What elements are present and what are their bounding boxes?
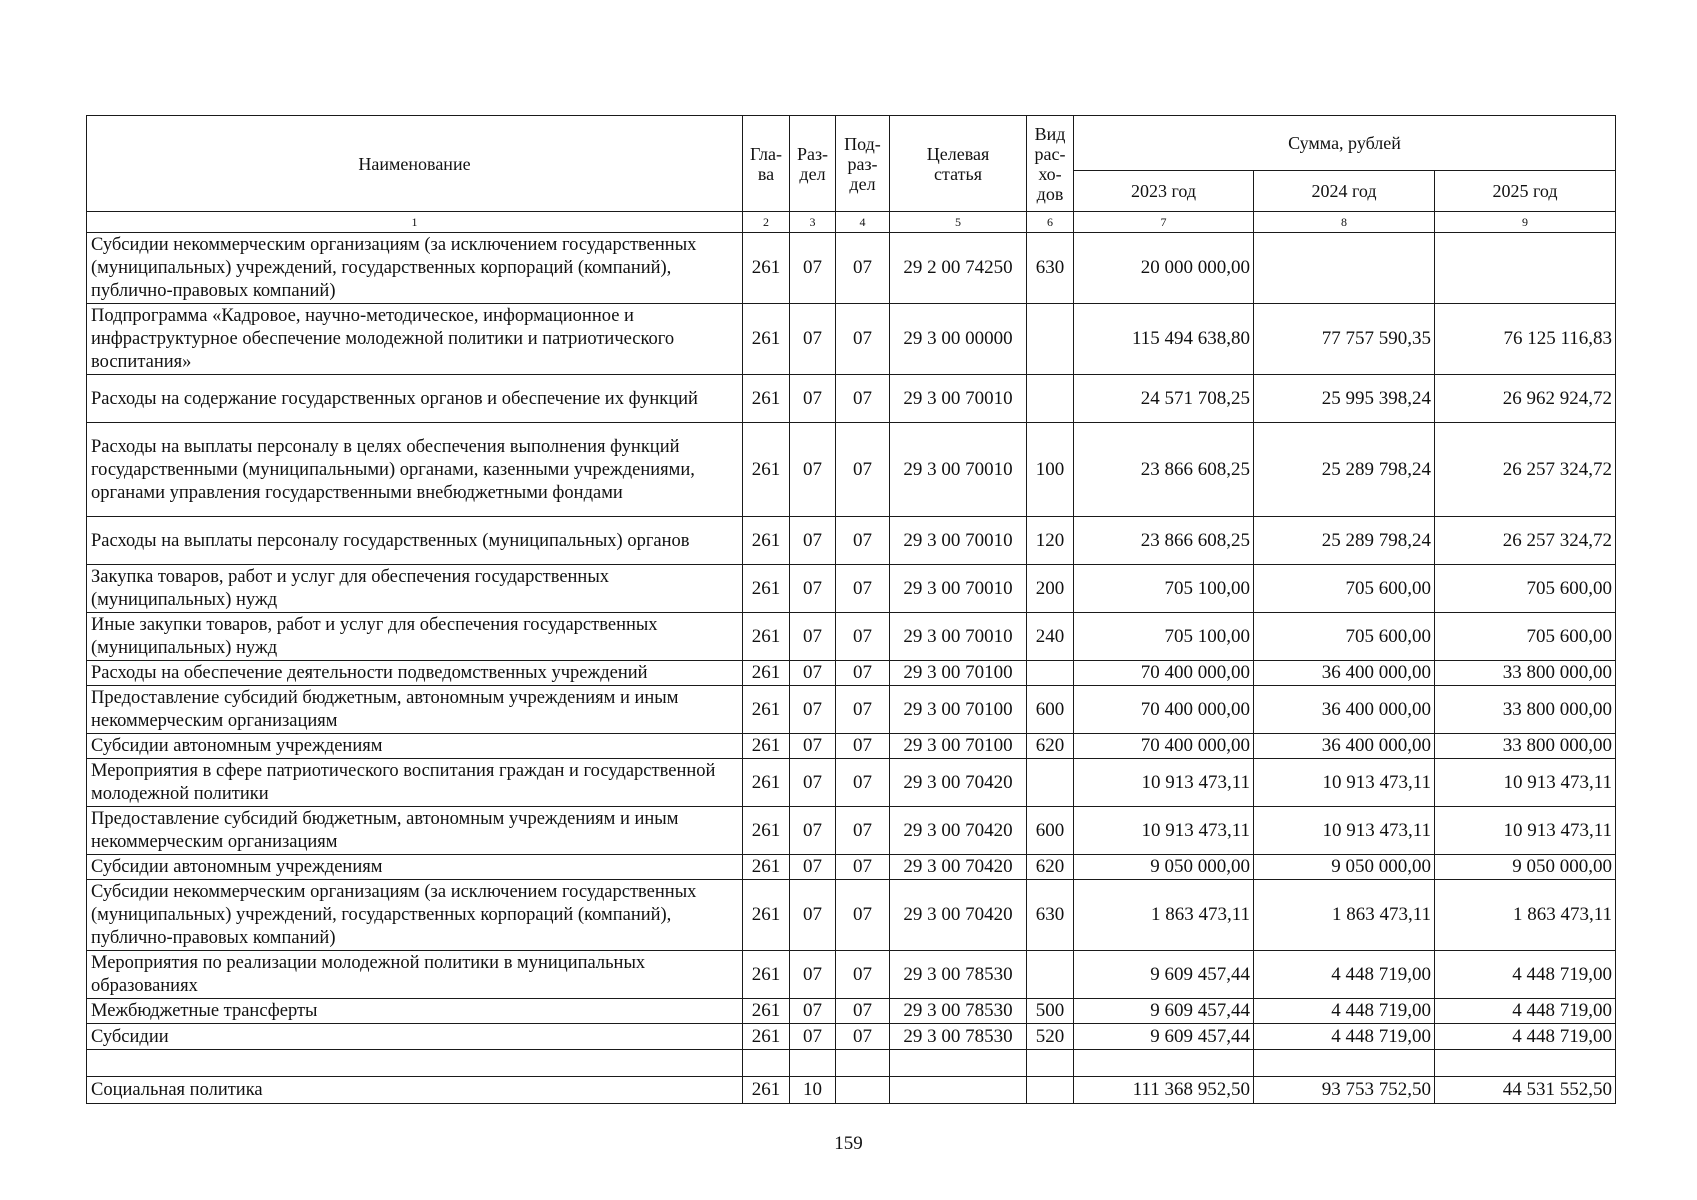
row-amount-2025: 44 531 552,50: [1435, 1077, 1616, 1104]
row-subsection: 07: [836, 999, 890, 1024]
row-amount-2023: 9 609 457,44: [1074, 1024, 1254, 1050]
row-amount-2025: 4 448 719,00: [1435, 999, 1616, 1024]
column-number: 5: [890, 212, 1027, 233]
row-subsection: 07: [836, 423, 890, 517]
row-section: 07: [790, 517, 836, 565]
row-amount-2023: 70 400 000,00: [1074, 734, 1254, 759]
header-subsection: Под- раз- дел: [836, 116, 890, 212]
row-amount-2023: 70 400 000,00: [1074, 686, 1254, 734]
row-amount-2023: 24 571 708,25: [1074, 375, 1254, 423]
row-target-item: 29 3 00 70010: [890, 423, 1027, 517]
row-name: Подпрограмма «Кадровое, научно-методическое, информационное и инфраструктурное обеспечение молодежной политики и патриотического воспитания»: [87, 304, 743, 375]
row-expense-type: 600: [1027, 686, 1074, 734]
row-section: 07: [790, 807, 836, 855]
row-name: Расходы на выплаты персоналу в целях обеспечения выполнения функций государственными (муниципальными) органами, казенными учреждениями, органами управления государственными внебюджетными фондами: [87, 423, 743, 517]
row-amount-2023: 9 050 000,00: [1074, 855, 1254, 880]
row-target-item: 29 3 00 70010: [890, 375, 1027, 423]
row-expense-type: 630: [1027, 880, 1074, 951]
row-amount-2024: 25 289 798,24: [1254, 423, 1435, 517]
row-subsection: 07: [836, 951, 890, 999]
row-amount-2025: 26 257 324,72: [1435, 423, 1616, 517]
header-target-item: Целевая статья: [890, 116, 1027, 212]
row-name: Субсидии: [87, 1024, 743, 1050]
row-target-item: 29 3 00 70100: [890, 661, 1027, 686]
row-section: 07: [790, 855, 836, 880]
row-target-item: 29 3 00 70420: [890, 759, 1027, 807]
row-chapter: 261: [743, 661, 790, 686]
row-section: [790, 1050, 836, 1077]
row-chapter: [743, 1050, 790, 1077]
row-subsection: 07: [836, 517, 890, 565]
row-amount-2024: 4 448 719,00: [1254, 951, 1435, 999]
row-target-item: 29 3 00 70420: [890, 855, 1027, 880]
table-row: [87, 375, 1616, 423]
row-subsection: [836, 1077, 890, 1104]
table-row: [87, 613, 1616, 661]
header-name: Наименование: [87, 116, 743, 212]
row-name: Субсидии некоммерческим организациям (за исключением государственных (муниципальных) учреждений, государственных корпораций (компаний), публично-правовых компаний): [87, 880, 743, 951]
row-target-item: 29 3 00 70100: [890, 734, 1027, 759]
row-target-item: 29 3 00 00000: [890, 304, 1027, 375]
row-subsection: 07: [836, 233, 890, 304]
row-amount-2023: 10 913 473,11: [1074, 759, 1254, 807]
row-target-item: 29 3 00 70420: [890, 807, 1027, 855]
header-chapter: Гла- ва: [743, 116, 790, 212]
row-chapter: 261: [743, 565, 790, 613]
row-amount-2025: 76 125 116,83: [1435, 304, 1616, 375]
row-subsection: [836, 1050, 890, 1077]
row-expense-type: [1027, 375, 1074, 423]
row-section: 07: [790, 880, 836, 951]
table-row: [87, 517, 1616, 565]
row-name: Мероприятия в сфере патриотического воспитания граждан и государственной молодежной политики: [87, 759, 743, 807]
row-chapter: 261: [743, 233, 790, 304]
header-section: Раз- дел: [790, 116, 836, 212]
row-name: Расходы на обеспечение деятельности подведомственных учреждений: [87, 661, 743, 686]
row-amount-2024: 25 289 798,24: [1254, 517, 1435, 565]
row-expense-type: [1027, 304, 1074, 375]
row-amount-2025: 10 913 473,11: [1435, 759, 1616, 807]
row-name: Расходы на выплаты персоналу государственных (муниципальных) органов: [87, 517, 743, 565]
row-subsection: 07: [836, 759, 890, 807]
row-section: 07: [790, 423, 836, 517]
row-chapter: 261: [743, 880, 790, 951]
row-section: 07: [790, 375, 836, 423]
row-target-item: 29 3 00 78530: [890, 1024, 1027, 1050]
row-subsection: 07: [836, 375, 890, 423]
table-row: [87, 1050, 1616, 1077]
row-expense-type: [1027, 661, 1074, 686]
row-section: 07: [790, 661, 836, 686]
page-number: 159: [834, 1133, 863, 1154]
row-amount-2025: 33 800 000,00: [1435, 734, 1616, 759]
row-expense-type: [1027, 951, 1074, 999]
row-amount-2024: 705 600,00: [1254, 565, 1435, 613]
row-amount-2025: 705 600,00: [1435, 565, 1616, 613]
row-section: 07: [790, 999, 836, 1024]
row-name: Субсидии автономным учреждениям: [87, 734, 743, 759]
row-chapter: 261: [743, 423, 790, 517]
row-amount-2025: 33 800 000,00: [1435, 661, 1616, 686]
row-chapter: 261: [743, 686, 790, 734]
row-amount-2023: 10 913 473,11: [1074, 807, 1254, 855]
row-amount-2024: 25 995 398,24: [1254, 375, 1435, 423]
row-amount-2023: 9 609 457,44: [1074, 999, 1254, 1024]
row-subsection: 07: [836, 1024, 890, 1050]
row-name: Расходы на содержание государственных органов и обеспечение их функций: [87, 375, 743, 423]
table-row: [87, 686, 1616, 734]
row-section: 07: [790, 759, 836, 807]
row-expense-type: 520: [1027, 1024, 1074, 1050]
row-amount-2024: [1254, 1050, 1435, 1077]
row-amount-2023: 23 866 608,25: [1074, 423, 1254, 517]
row-amount-2024: 36 400 000,00: [1254, 661, 1435, 686]
row-amount-2023: 20 000 000,00: [1074, 233, 1254, 304]
row-amount-2025: 10 913 473,11: [1435, 807, 1616, 855]
row-chapter: 261: [743, 759, 790, 807]
row-expense-type: 620: [1027, 734, 1074, 759]
column-number: 1: [87, 212, 743, 233]
table-row: [87, 734, 1616, 759]
row-amount-2025: 9 050 000,00: [1435, 855, 1616, 880]
row-name: Субсидии автономным учреждениям: [87, 855, 743, 880]
header-sum: Сумма, рублей: [1074, 116, 1616, 171]
row-section: 10: [790, 1077, 836, 1104]
row-section: 07: [790, 1024, 836, 1050]
row-amount-2023: 23 866 608,25: [1074, 517, 1254, 565]
row-chapter: 261: [743, 807, 790, 855]
row-name: [87, 1050, 743, 1077]
row-target-item: [890, 1050, 1027, 1077]
row-expense-type: [1027, 1050, 1074, 1077]
column-number: 8: [1254, 212, 1435, 233]
budget-table: [86, 115, 1616, 1104]
table-row: [87, 565, 1616, 613]
row-amount-2023: 115 494 638,80: [1074, 304, 1254, 375]
row-amount-2025: 1 863 473,11: [1435, 880, 1616, 951]
header-year-2023: 2023 год: [1074, 171, 1254, 212]
row-section: 07: [790, 233, 836, 304]
column-number: 7: [1074, 212, 1254, 233]
table-row: [87, 1024, 1616, 1050]
row-amount-2024: 10 913 473,11: [1254, 807, 1435, 855]
row-amount-2024: 10 913 473,11: [1254, 759, 1435, 807]
table-row: [87, 1077, 1616, 1104]
row-amount-2024: [1254, 233, 1435, 304]
row-subsection: 07: [836, 304, 890, 375]
table-row: [87, 233, 1616, 304]
row-expense-type: 500: [1027, 999, 1074, 1024]
row-chapter: 261: [743, 375, 790, 423]
row-amount-2024: 36 400 000,00: [1254, 686, 1435, 734]
row-amount-2025: 4 448 719,00: [1435, 951, 1616, 999]
row-subsection: 07: [836, 661, 890, 686]
table-row: [87, 304, 1616, 375]
row-amount-2024: 4 448 719,00: [1254, 999, 1435, 1024]
row-target-item: 29 3 00 78530: [890, 951, 1027, 999]
row-chapter: 261: [743, 304, 790, 375]
row-target-item: 29 2 00 74250: [890, 233, 1027, 304]
row-amount-2025: 705 600,00: [1435, 613, 1616, 661]
row-amount-2024: 705 600,00: [1254, 613, 1435, 661]
table-row: [87, 951, 1616, 999]
row-name: Межбюджетные трансферты: [87, 999, 743, 1024]
table-row: [87, 423, 1616, 517]
column-number: 4: [836, 212, 890, 233]
row-section: 07: [790, 565, 836, 613]
row-amount-2023: 111 368 952,50: [1074, 1077, 1254, 1104]
row-expense-type: 200: [1027, 565, 1074, 613]
row-section: 07: [790, 613, 836, 661]
row-chapter: 261: [743, 999, 790, 1024]
row-amount-2024: 77 757 590,35: [1254, 304, 1435, 375]
row-subsection: 07: [836, 734, 890, 759]
row-target-item: 29 3 00 70100: [890, 686, 1027, 734]
row-name: Предоставление субсидий бюджетным, автономным учреждениям и иным некоммерческим организациям: [87, 686, 743, 734]
row-expense-type: [1027, 759, 1074, 807]
header-year-2024: 2024 год: [1254, 171, 1435, 212]
column-number-row: [87, 212, 1616, 233]
row-name: Социальная политика: [87, 1077, 743, 1104]
row-expense-type: 120: [1027, 517, 1074, 565]
row-subsection: 07: [836, 880, 890, 951]
row-amount-2025: 4 448 719,00: [1435, 1024, 1616, 1050]
row-target-item: 29 3 00 70010: [890, 565, 1027, 613]
row-section: 07: [790, 686, 836, 734]
row-expense-type: 630: [1027, 233, 1074, 304]
row-amount-2025: 26 962 924,72: [1435, 375, 1616, 423]
row-name: Закупка товаров, работ и услуг для обеспечения государственных (муниципальных) нужд: [87, 565, 743, 613]
row-chapter: 261: [743, 951, 790, 999]
row-amount-2023: [1074, 1050, 1254, 1077]
row-target-item: [890, 1077, 1027, 1104]
table-row: [87, 855, 1616, 880]
row-amount-2023: 1 863 473,11: [1074, 880, 1254, 951]
row-subsection: 07: [836, 686, 890, 734]
row-section: 07: [790, 951, 836, 999]
row-amount-2024: 9 050 000,00: [1254, 855, 1435, 880]
header-year-2025: 2025 год: [1435, 171, 1616, 212]
row-amount-2025: [1435, 1050, 1616, 1077]
row-chapter: 261: [743, 1024, 790, 1050]
column-number: 9: [1435, 212, 1616, 233]
row-subsection: 07: [836, 807, 890, 855]
row-expense-type: [1027, 1077, 1074, 1104]
row-amount-2023: 70 400 000,00: [1074, 661, 1254, 686]
row-chapter: 261: [743, 517, 790, 565]
row-chapter: 261: [743, 734, 790, 759]
row-name: Субсидии некоммерческим организациям (за исключением государственных (муниципальных) учреждений, государственных корпораций (компаний), публично-правовых компаний): [87, 233, 743, 304]
table-row: [87, 999, 1616, 1024]
table-row: [87, 661, 1616, 686]
row-amount-2024: 4 448 719,00: [1254, 1024, 1435, 1050]
row-expense-type: 100: [1027, 423, 1074, 517]
row-expense-type: 240: [1027, 613, 1074, 661]
row-section: 07: [790, 734, 836, 759]
row-expense-type: 620: [1027, 855, 1074, 880]
table-row: [87, 759, 1616, 807]
row-amount-2023: 9 609 457,44: [1074, 951, 1254, 999]
row-amount-2025: 26 257 324,72: [1435, 517, 1616, 565]
row-subsection: 07: [836, 565, 890, 613]
column-number: 3: [790, 212, 836, 233]
row-amount-2023: 705 100,00: [1074, 613, 1254, 661]
row-target-item: 29 3 00 70420: [890, 880, 1027, 951]
row-amount-2024: 1 863 473,11: [1254, 880, 1435, 951]
row-section: 07: [790, 304, 836, 375]
row-subsection: 07: [836, 613, 890, 661]
row-amount-2024: 93 753 752,50: [1254, 1077, 1435, 1104]
row-name: Иные закупки товаров, работ и услуг для обеспечения государственных (муниципальных) нужд: [87, 613, 743, 661]
row-expense-type: 600: [1027, 807, 1074, 855]
column-number: 2: [743, 212, 790, 233]
header-expense-type: Вид рас- хо- дов: [1027, 116, 1074, 212]
row-name: Предоставление субсидий бюджетным, автономным учреждениям и иным некоммерческим организациям: [87, 807, 743, 855]
row-amount-2025: 33 800 000,00: [1435, 686, 1616, 734]
table-row: [87, 880, 1616, 951]
row-chapter: 261: [743, 613, 790, 661]
column-number: 6: [1027, 212, 1074, 233]
row-target-item: 29 3 00 78530: [890, 999, 1027, 1024]
row-amount-2023: 705 100,00: [1074, 565, 1254, 613]
row-chapter: 261: [743, 1077, 790, 1104]
row-amount-2025: [1435, 233, 1616, 304]
row-chapter: 261: [743, 855, 790, 880]
row-target-item: 29 3 00 70010: [890, 613, 1027, 661]
row-target-item: 29 3 00 70010: [890, 517, 1027, 565]
row-amount-2024: 36 400 000,00: [1254, 734, 1435, 759]
row-subsection: 07: [836, 855, 890, 880]
table-row: [87, 807, 1616, 855]
row-name: Мероприятия по реализации молодежной политики в муниципальных образованиях: [87, 951, 743, 999]
